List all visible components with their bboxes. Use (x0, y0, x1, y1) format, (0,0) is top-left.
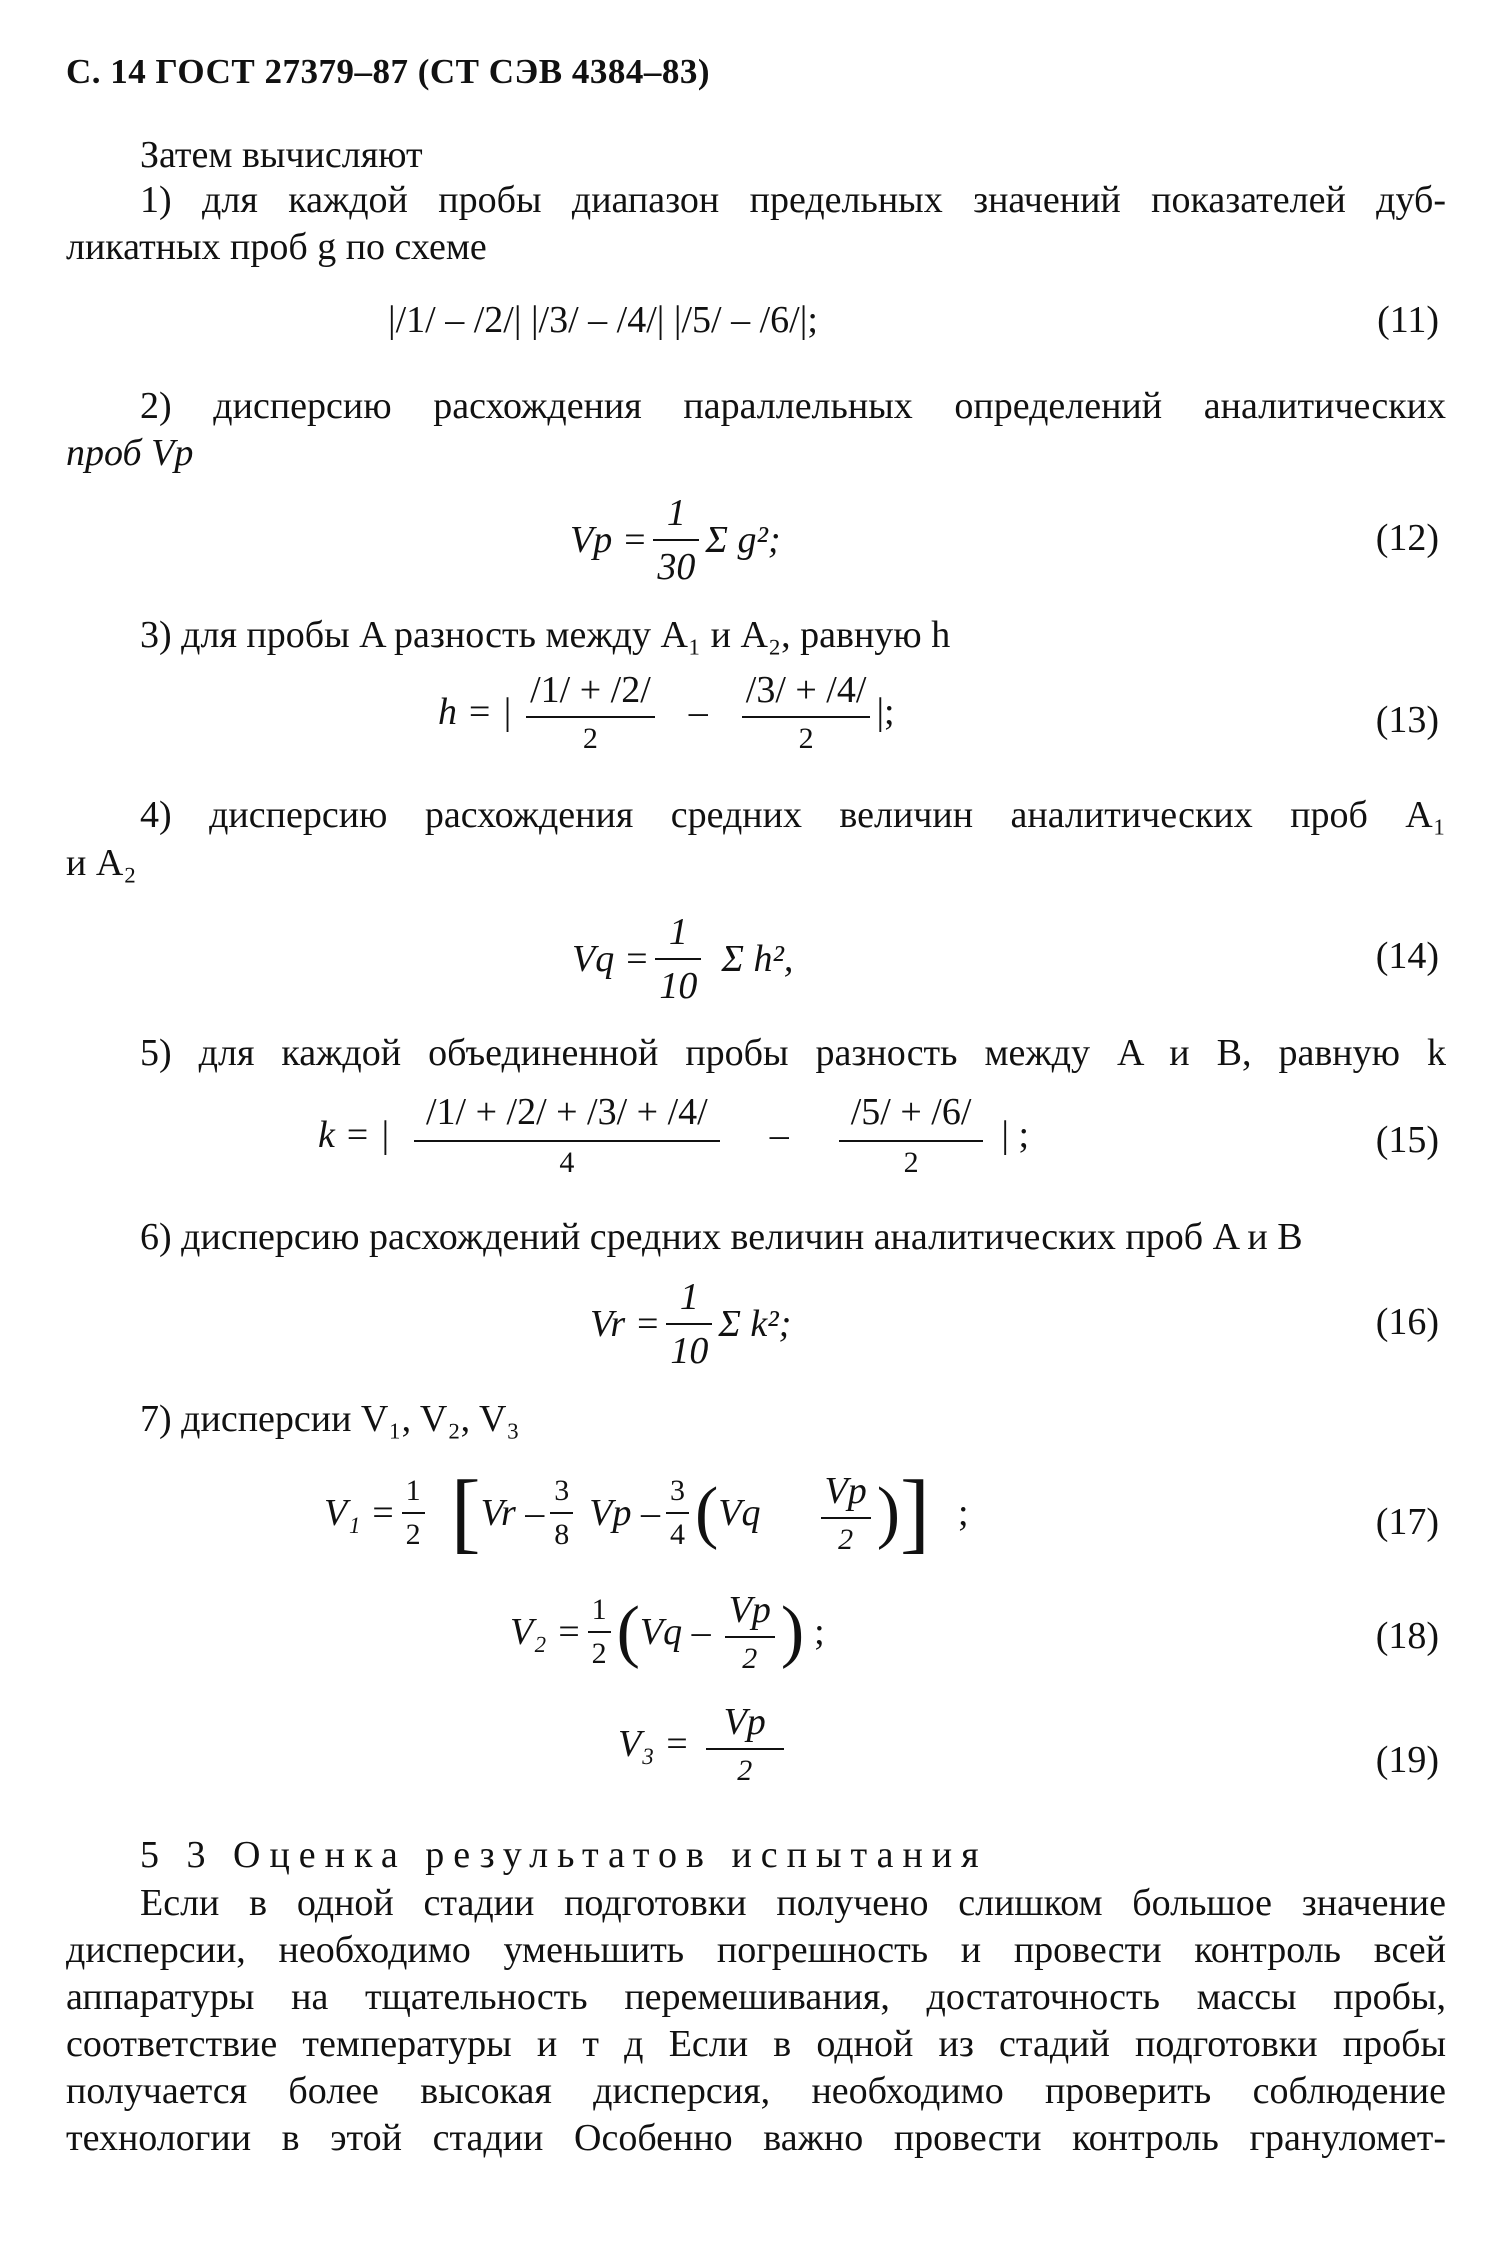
equation-11: |/1/ – /2/| |/3/ – /4/| |/5/ – /6/|; (388, 299, 818, 341)
eq15-lhs: k = | (318, 1114, 390, 1156)
eq14-rhs: Σ h², (721, 938, 794, 980)
item-6: 6) дисперсию расхождений средних величин аналитических проб A и B (140, 1216, 1303, 1258)
equation-16-number: (16) (1375, 1301, 1439, 1343)
eq14-lhs: Vq = (572, 938, 650, 980)
equation-18 (510, 1588, 825, 1676)
equation-12 (570, 491, 781, 589)
equation-13-number: (13) (1375, 699, 1439, 741)
eq17-f3-denominator: 2 (838, 1523, 854, 1556)
eq18-fraction-0 (588, 1593, 611, 1671)
section-line-6: технологии в этой стадии Особенно важно провести контроль грануломет- (66, 2117, 1446, 2159)
item-1-line-2: ликатных проб g по схеме (66, 226, 487, 268)
eq17-fraction-1 (550, 1474, 573, 1552)
eq18-fraction-1 (725, 1588, 775, 1676)
eq13-f1-numerator: /1/ + /2/ (526, 668, 655, 718)
eq14-fraction (655, 910, 701, 1008)
item-2-line-2: проб Vp (66, 432, 194, 474)
equation-19-number: (19) (1375, 1739, 1439, 1781)
intro-text: Затем вычисляют (140, 134, 423, 176)
eq15-minus: – (769, 1114, 789, 1156)
eq15-end: | ; (1001, 1114, 1030, 1156)
eq19-denominator: 2 (737, 1754, 753, 1787)
section-line-3: аппаратуры на тщательность перемешивания, достаточность массы пробы, (66, 1976, 1446, 2018)
eq13-f1-denominator: 2 (582, 722, 598, 755)
eq17-right-paren: ) (876, 1474, 901, 1551)
equation-15-number: (15) (1375, 1119, 1439, 1161)
equation-14-number: (14) (1375, 935, 1439, 977)
eq17-f0-numerator: 1 (402, 1474, 425, 1514)
equation-15 (318, 1090, 1029, 1180)
eq12-lhs: Vp = (570, 519, 648, 561)
item-4-line-1: 4) дисперсию расхождения средних величин аналитических проб A₁ (140, 794, 1446, 836)
eq17-fraction-3 (821, 1469, 871, 1557)
eq13-end: |; (876, 691, 895, 733)
eq15-fraction-1 (414, 1090, 720, 1180)
item-3: 3) для пробы A разность между A₁ и A₂, равную h (140, 614, 951, 656)
equation-11-number: (11) (1377, 299, 1439, 341)
eq17-end: ; (958, 1492, 969, 1534)
eq17-f0-denominator: 2 (405, 1518, 421, 1551)
eq17-lhs: V₁ = (324, 1492, 396, 1534)
eq13-fraction-2 (742, 668, 871, 756)
eq15-f1-denominator: 4 (559, 1146, 575, 1179)
eq19-lhs: V₃ = (618, 1723, 690, 1765)
eq13-f2-numerator: /3/ + /4/ (742, 668, 871, 718)
eq17-vr: Vr – (480, 1492, 545, 1534)
page-header: С. 14 ГОСТ 27379–87 (СТ СЭВ 4384–83) (66, 52, 710, 91)
eq12-rhs: Σ g²; (705, 519, 781, 561)
eq16-fraction (666, 1275, 712, 1373)
eq16-denominator: 10 (670, 1330, 709, 1372)
eq14-numerator: 1 (655, 910, 701, 960)
equation-16 (590, 1275, 791, 1373)
eq17-f1-denominator: 8 (554, 1518, 570, 1551)
item-5: 5) для каждой объединенной пробы разность между A и B, равную k (140, 1032, 1446, 1074)
equation-13 (438, 668, 895, 756)
eq15-fraction-2 (839, 1090, 984, 1180)
eq12-fraction (653, 491, 699, 589)
equation-17-number: (17) (1375, 1501, 1439, 1543)
eq17-vq: Vq (718, 1492, 761, 1534)
eq12-numerator: 1 (653, 491, 699, 541)
equation-14 (572, 910, 793, 1008)
eq18-lhs: V₂ = (510, 1611, 582, 1653)
eq18-left-paren: ( (616, 1593, 640, 1670)
eq19-fraction (706, 1700, 784, 1788)
eq18-f1-numerator: Vp (725, 1588, 775, 1638)
eq17-right-bracket: ] (900, 1463, 931, 1562)
eq17-f2-numerator: 3 (666, 1474, 689, 1514)
eq17-f1-numerator: 3 (550, 1474, 573, 1514)
eq18-vq: Vq – (639, 1611, 711, 1653)
eq17-fraction-0 (402, 1474, 425, 1552)
eq14-denominator: 10 (659, 965, 698, 1007)
equation-19 (618, 1700, 790, 1788)
section-line-2: дисперсии, необходимо уменьшить погрешность и провести контроль всей (66, 1929, 1446, 1971)
equation-12-number: (12) (1375, 517, 1439, 559)
eq13-fraction-1 (526, 668, 655, 756)
eq13-lhs: h = | (438, 691, 513, 733)
eq18-f0-numerator: 1 (588, 1593, 611, 1633)
eq16-numerator: 1 (666, 1275, 712, 1325)
eq15-f2-numerator: /5/ + /6/ (839, 1090, 984, 1142)
eq12-denominator: 30 (657, 546, 696, 588)
eq17-f2-denominator: 4 (669, 1518, 685, 1551)
eq15-f2-denominator: 2 (903, 1146, 919, 1179)
eq16-lhs: Vr = (590, 1303, 661, 1345)
item-1-line-1: 1) для каждой пробы диапазон предельных значений показателей дуб- (140, 179, 1446, 221)
item-7: 7) дисперсии V₁, V₂, V₃ (140, 1398, 520, 1440)
eq17-fraction-2 (666, 1474, 689, 1552)
eq18-end: ; (814, 1611, 825, 1653)
eq17-left-bracket: [ (450, 1463, 481, 1562)
section-title: 5 3 Оценка результатов испытания (140, 1834, 988, 1876)
eq18-f0-denominator: 2 (591, 1637, 607, 1670)
eq18-right-paren: ) (780, 1593, 805, 1670)
eq18-f1-denominator: 2 (742, 1642, 758, 1675)
eq17-left-paren: ( (694, 1474, 719, 1551)
eq15-f1-numerator: /1/ + /2/ + /3/ + /4/ (414, 1090, 720, 1142)
equation-18-number: (18) (1375, 1615, 1439, 1657)
item-2-line-1: 2) дисперсию расхождения параллельных определений аналитических (140, 385, 1446, 427)
section-line-5: получается более высокая дисперсия, необходимо проверить соблюдение (66, 2070, 1446, 2112)
equation-17 (324, 1463, 969, 1562)
item-4-line-2: и A₂ (66, 842, 137, 884)
eq17-vp: Vp – (589, 1492, 660, 1534)
eq19-numerator: Vp (706, 1700, 784, 1750)
eq16-rhs: Σ k²; (718, 1303, 792, 1345)
eq17-f3-numerator: Vp (821, 1469, 871, 1519)
section-line-1: Если в одной стадии подготовки получено слишком большое значение (140, 1882, 1446, 1924)
eq13-f2-denominator: 2 (798, 722, 814, 755)
section-line-4: соответствие температуры и т д Если в одной из стадий подготовки пробы (66, 2023, 1446, 2065)
eq13-minus: – (688, 691, 708, 733)
